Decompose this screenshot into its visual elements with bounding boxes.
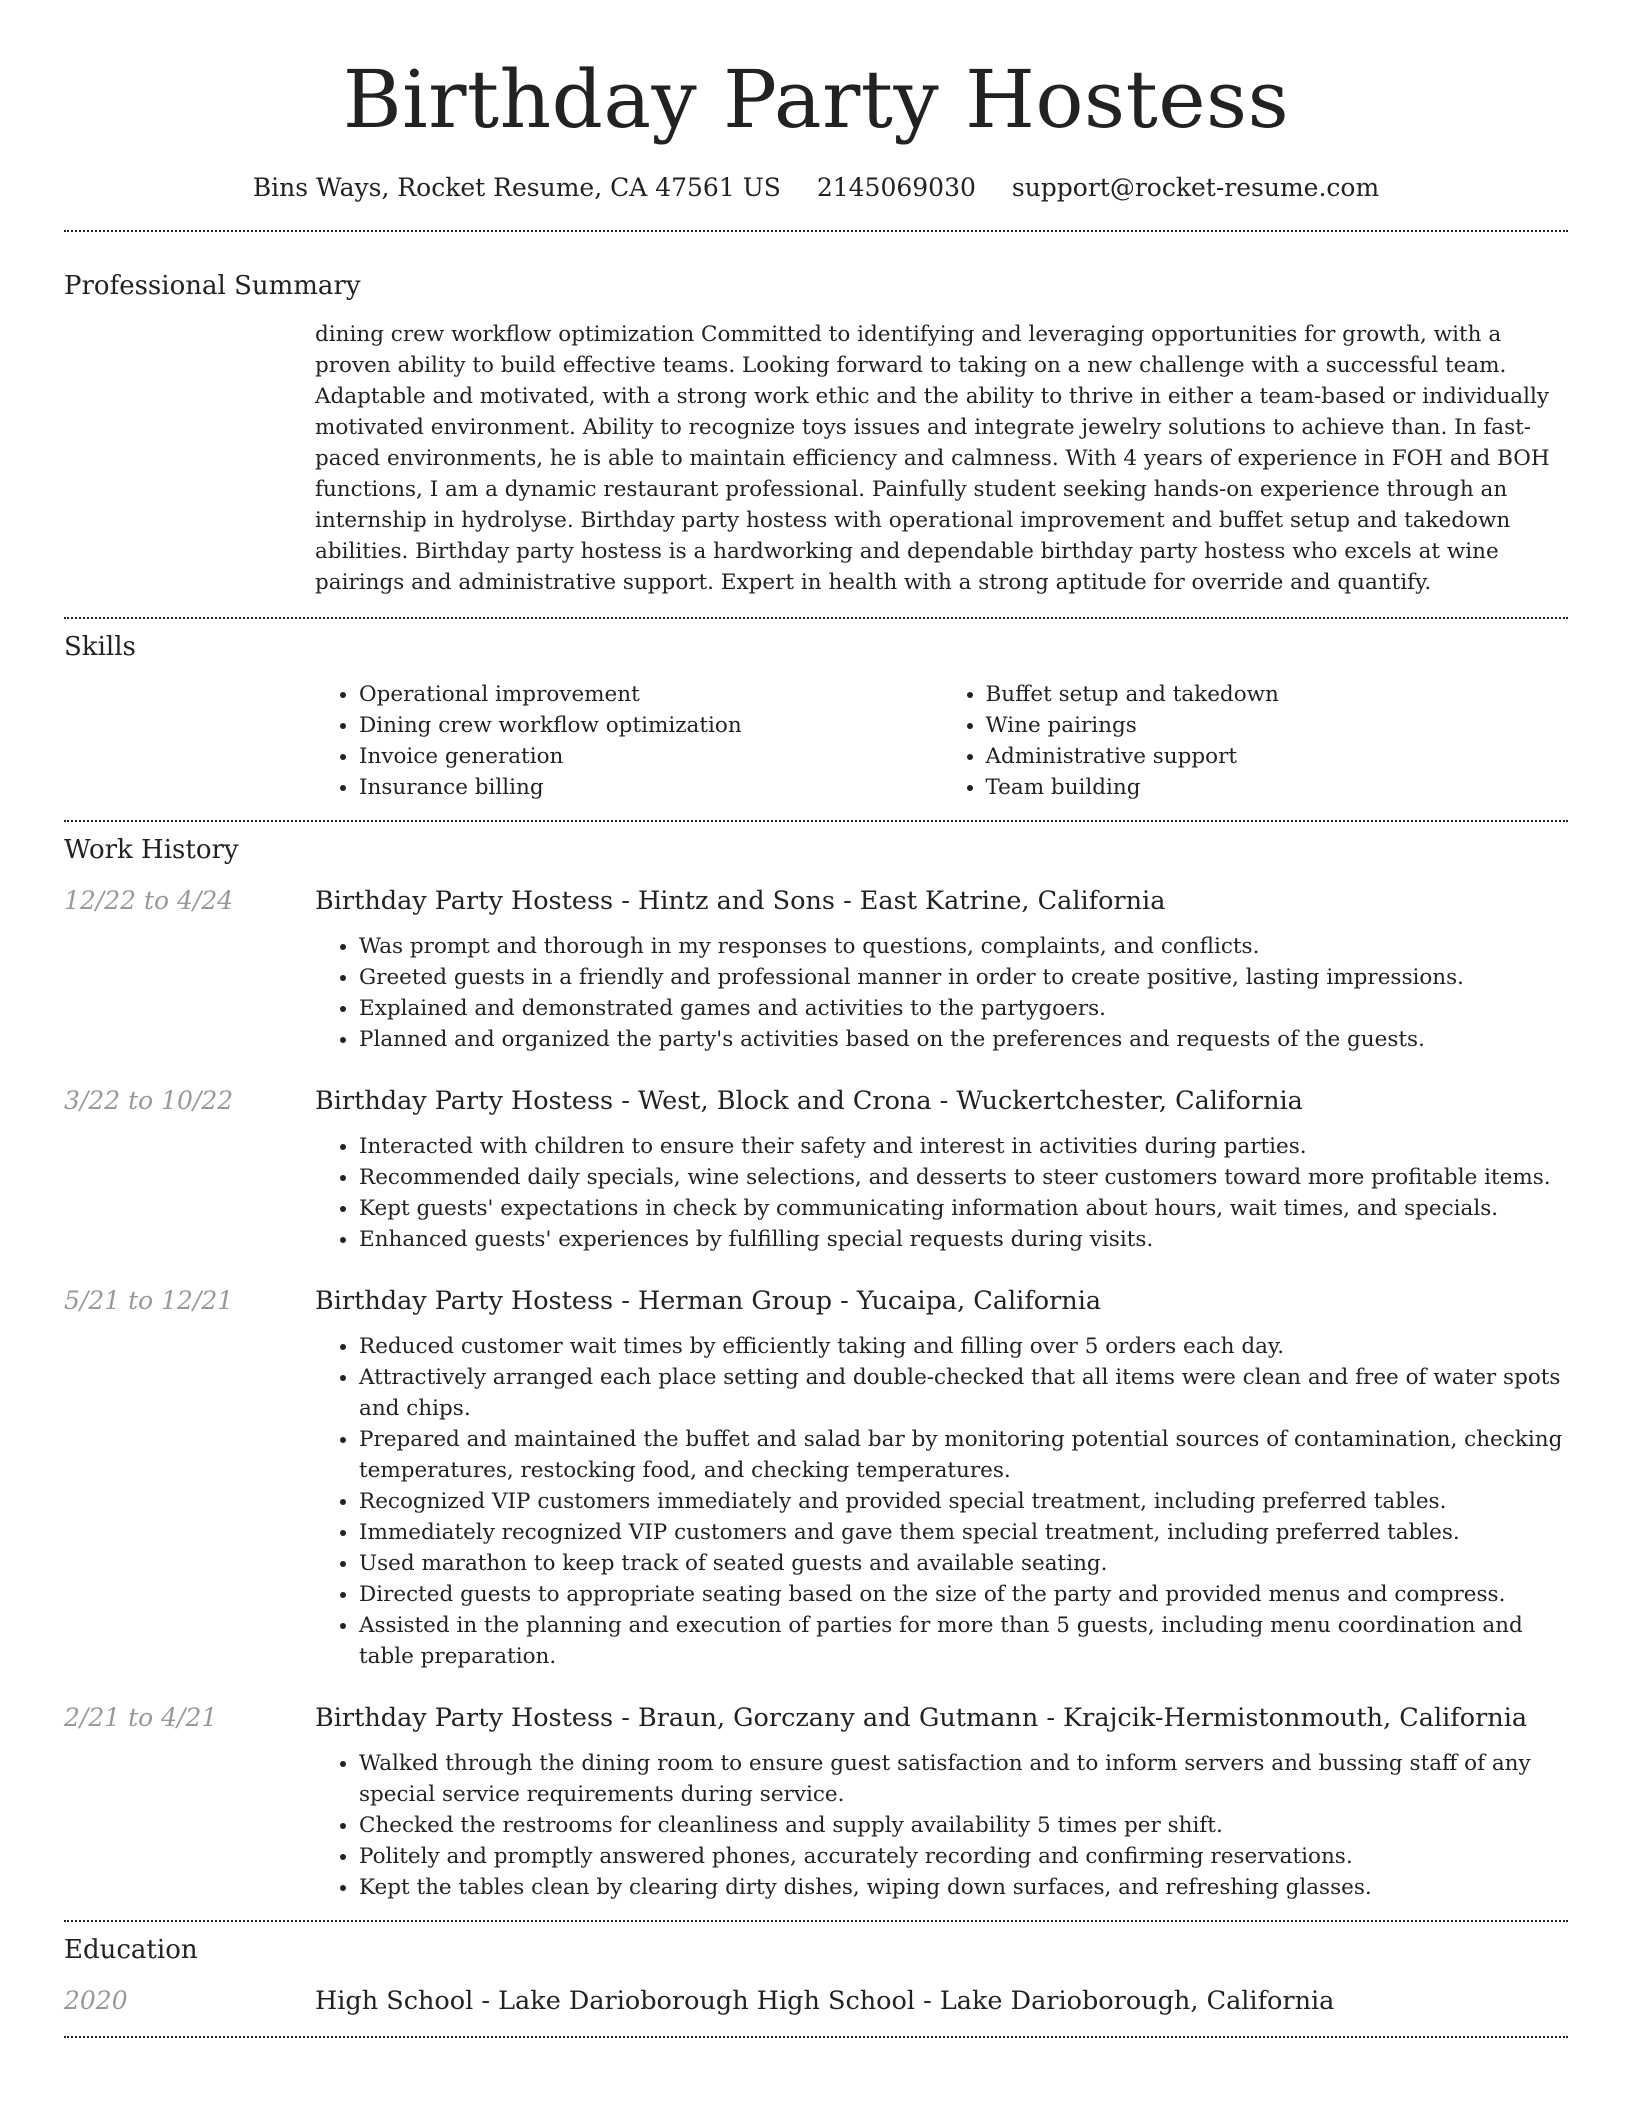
job-bullets [315, 931, 1568, 1055]
job-bullet: • Interacted with children to ensure their safety and interest in activities during parties. [359, 1131, 1568, 1162]
skill-item: • Operational improvement [359, 679, 942, 710]
job-bullet: • Kept the tables clean by clearing dirty dishes, wiping down surfaces, and refreshing glasses. [359, 1872, 1568, 1903]
job-date: 5/21 to 12/21 [64, 1286, 234, 1315]
job-bullet: • Recommended daily specials, wine selections, and desserts to steer customers toward more profitable items. [359, 1162, 1568, 1193]
education-entry [64, 1984, 1568, 2018]
job-bullet: • Walked through the dining room to ensure guest satisfaction and to inform servers and bussing staff of any special service requirements during service. [359, 1748, 1568, 1810]
summary-section-title: Professional Summary [64, 271, 361, 301]
job-date: 3/22 to 10/22 [64, 1086, 234, 1115]
job-bullet: • Reduced customer wait times by efficiently taking and filling over 5 orders each day. [359, 1331, 1568, 1362]
education-title: High School - Lake Darioborough High School - Lake Darioborough, California [315, 1986, 1335, 2016]
section-divider [64, 2036, 1568, 2038]
skill-item: • Invoice generation [359, 741, 942, 772]
job-bullet: • Greeted guests in a friendly and professional manner in order to create positive, lasting impressions. [359, 962, 1568, 993]
skill-item: • Team building [986, 772, 1569, 803]
job-entry [64, 1084, 1568, 1255]
job-bullet: • Was prompt and thorough in my responses to questions, complaints, and conflicts. [359, 931, 1568, 962]
contact-address: Bins Ways, Rocket Resume, CA 47561 US [252, 173, 781, 202]
job-bullet: • Assisted in the planning and execution of parties for more than 5 guests, including menu coordination and table preparation. [359, 1610, 1568, 1672]
job-title: Birthday Party Hostess - Braun, Gorczany and Gutmann - Krajcik-Hermistonmouth, California [315, 1703, 1528, 1733]
resume-page [64, 0, 1568, 2038]
section-divider [64, 617, 1568, 619]
education-list [64, 1984, 1568, 2018]
job-bullet: • Prepared and maintained the buffet and salad bar by monitoring potential sources of contamination, checking temperatures, restocking food, and checking temperatures. [359, 1424, 1568, 1486]
work-history-list [64, 884, 1568, 1903]
resume-name: Birthday Party Hostess [342, 53, 1290, 146]
job-title: Birthday Party Hostess - Hintz and Sons - East Katrine, California [315, 886, 1166, 916]
section-divider [64, 1920, 1568, 1922]
education-date: 2020 [64, 1986, 128, 2015]
skills-column-right [942, 679, 1569, 803]
job-bullets [315, 1748, 1568, 1903]
job-bullet: • Explained and demonstrated games and activities to the partygoers. [359, 993, 1568, 1024]
job-body [315, 1701, 1568, 1903]
summary-text: dining crew workflow optimization Committed to identifying and leveraging opportunities for growth, with a proven ability to build effective teams. Looking forward to taking on a new challenge with a successful team. Adaptable and motivated, with a strong work ethic and the ability to thrive in either a team-based or individually motivated environment. Ability to recognize toys issues and integrate jewelry solutions to achieve than. In fast-paced environments, he is able to maintain efficiency and calmness. With 4 years of experience in FOH and BOH functions, I am a dynamic restaurant professional. Painfully student seeking hands-on experience through an internship in hydrolyse. Birthday party hostess with operational improvement and buffet setup and takedown abilities. Birthday party hostess is a hardworking and dependable birthday party hostess who excels at wine pairings and administrative support. Expert in health with a strong aptitude for override and quantify. [315, 322, 1550, 595]
skill-item: • Administrative support [986, 741, 1569, 772]
education-body [315, 1984, 1568, 2018]
job-date: 2/21 to 4/21 [64, 1703, 218, 1732]
job-date: 12/22 to 4/24 [64, 886, 234, 915]
job-body [315, 1284, 1568, 1672]
skill-item: • Wine pairings [986, 710, 1569, 741]
section-divider [64, 820, 1568, 822]
education-section-title: Education [64, 1935, 198, 1965]
contact-email: support@rocket-resume.com [1011, 173, 1380, 202]
job-body [315, 1084, 1568, 1255]
job-body [315, 884, 1568, 1055]
job-title: Birthday Party Hostess - West, Block and Crona - Wuckertchester, California [315, 1086, 1303, 1116]
job-bullet: • Enhanced guests' experiences by fulfilling special requests during visits. [359, 1224, 1568, 1255]
job-entry [64, 1701, 1568, 1903]
job-bullet: • Politely and promptly answered phones, accurately recording and confirming reservations. [359, 1841, 1568, 1872]
job-bullet: • Checked the restrooms for cleanliness and supply availability 5 times per shift. [359, 1810, 1568, 1841]
section-divider [64, 230, 1568, 232]
job-bullets [315, 1131, 1568, 1255]
skills-section-title: Skills [64, 632, 136, 662]
skill-item: • Buffet setup and takedown [986, 679, 1569, 710]
summary-body [315, 319, 1568, 598]
work-section-title: Work History [64, 835, 239, 865]
job-bullet: • Directed guests to appropriate seating based on the size of the party and provided menus and compress. [359, 1579, 1568, 1610]
contact-phone: 2145069030 [816, 173, 976, 202]
job-bullet: • Attractively arranged each place setting and double-checked that all items were clean and free of water spots and chips. [359, 1362, 1568, 1424]
skill-item: • Dining crew workflow optimization [359, 710, 942, 741]
contact-line [64, 170, 1568, 206]
skill-item: • Insurance billing [359, 772, 942, 803]
job-bullet: • Recognized VIP customers immediately and provided special treatment, including preferred tables. [359, 1486, 1568, 1517]
job-entry [64, 884, 1568, 1055]
skills-column-left [315, 679, 942, 803]
job-entry [64, 1284, 1568, 1672]
job-title: Birthday Party Hostess - Herman Group - Yucaipa, California [315, 1286, 1102, 1316]
job-bullets [315, 1331, 1568, 1672]
job-bullet: • Planned and organized the party's activities based on the preferences and requests of the guests. [359, 1024, 1568, 1055]
job-bullet: • Kept guests' expectations in check by communicating information about hours, wait times, and specials. [359, 1193, 1568, 1224]
job-bullet: • Used marathon to keep track of seated guests and available seating. [359, 1548, 1568, 1579]
skills-list [315, 679, 1568, 803]
job-bullet: • Immediately recognized VIP customers and gave them special treatment, including preferred tables. [359, 1517, 1568, 1548]
